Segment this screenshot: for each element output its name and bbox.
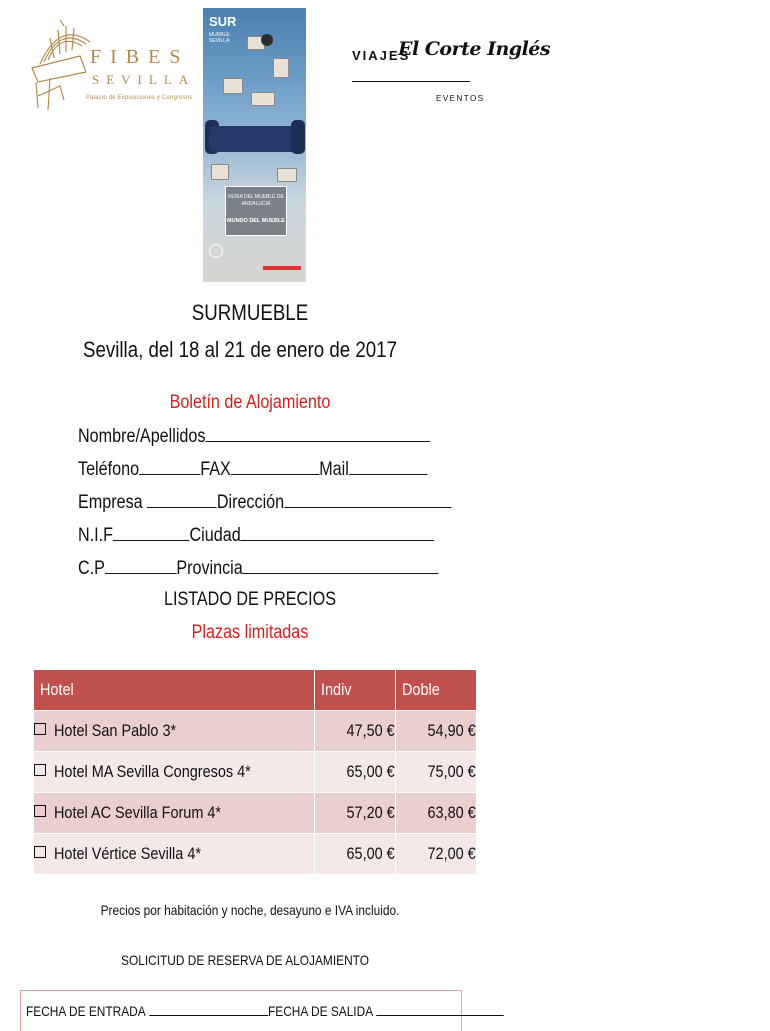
table-header-row [34,670,476,710]
event-dates: Sevilla, del 18 al 21 de enero de 2017 [83,337,397,362]
event-poster [203,8,306,282]
eventos-label: EVENTOS [436,94,485,103]
price-doble: 75,00 € [427,761,476,781]
fecha-salida-field[interactable] [376,1003,504,1016]
fibes-city: SEVILLA [92,72,196,87]
fecha-salida-label: FECHA DE SALIDA [267,1003,374,1019]
nombre-field[interactable] [205,425,429,442]
poster-box-title: MUNDO DEL MUEBLE [227,218,285,224]
poster-lamp-icon [261,34,273,46]
fibes-subtitle: Palacio de Exposiciones y Congresos [86,94,193,101]
price-doble: 72,00 € [427,843,476,863]
direccion-label: Dirección [216,492,285,513]
poster-sofa [209,126,299,152]
table-row [34,792,476,833]
hotel-checkbox[interactable] [34,846,46,858]
telefono-label: Teléfono [78,459,140,480]
price-indiv: 65,00 € [346,843,396,863]
poster-badge-icon [209,244,223,258]
price-list-heading: LISTADO DE PRECIOS [163,589,336,610]
mail-label: Mail [319,459,349,480]
hotel-checkbox[interactable] [34,723,46,735]
form-row-cp [78,557,438,580]
table-row [34,833,476,874]
nombre-label: Nombre/Apellidos [78,426,206,447]
cp-field[interactable] [105,557,176,574]
poster-sofa-arm [291,120,305,154]
form-row-nombre [78,425,430,448]
provincia-label: Provincia [176,558,243,579]
price-note: Precios por habitación y noche, desayuno e IVA incluido. [100,902,400,918]
poster-frame-item [273,58,289,78]
nif-field[interactable] [113,524,190,541]
column-header-hotel: Hotel [34,670,315,710]
reservation-dates-row [26,1003,504,1019]
el-corte-ingles-logo: El Corte Inglés [398,38,551,60]
price-doble: 63,80 € [427,802,476,822]
form-heading: Boletín de Alojamiento [169,392,331,413]
poster-frame-item [211,164,229,180]
limited-places-note: Plazas limitadas [191,622,309,643]
price-indiv: 65,00 € [346,761,396,781]
poster-logo: SUR [209,14,237,29]
price-doble: 54,90 € [427,720,476,740]
poster-frame-item [251,92,275,106]
nif-label: N.I.F [78,525,113,546]
ciudad-label: Ciudad [189,525,241,546]
table-row [34,710,476,751]
price-indiv: 57,20 € [346,802,396,822]
column-header-indiv: Indiv [315,670,396,710]
hotel-name: Hotel Vértice Sevilla 4* [54,843,201,863]
hotel-name: Hotel San Pablo 3* [54,720,177,740]
fax-field[interactable] [231,458,319,475]
column-header-doble: Doble [402,679,440,699]
cp-label: C.P [78,558,105,579]
form-row-contacto [78,458,427,481]
event-title: SURMUEBLE [191,300,309,325]
poster-logo-sub: MUEBLE SEVILLA [209,32,230,44]
poster-box-text: FERIA DEL MUEBLE DE ANDALUCIA [228,194,284,207]
form-row-nif [78,524,434,547]
fecha-entrada-field[interactable] [149,1003,268,1016]
price-indiv: 47,50 € [346,720,396,740]
table-row [34,751,476,792]
fibes-wordmark: FIBES [90,46,190,68]
price-table [34,670,476,874]
provincia-field[interactable] [243,557,439,574]
fecha-entrada-label: FECHA DE ENTRADA [26,1003,146,1019]
fax-label: FAX [200,459,231,480]
viajes-divider [352,81,470,82]
hotel-checkbox[interactable] [34,764,46,776]
empresa-field[interactable] [147,491,217,508]
ciudad-field[interactable] [241,524,435,541]
poster-frame-item [223,78,243,94]
hotel-checkbox[interactable] [34,805,46,817]
mail-field[interactable] [349,458,427,475]
empresa-label: Empresa [78,492,143,513]
telefono-field[interactable] [139,458,200,475]
poster-frame-item [277,168,297,182]
viajes-label: VIAJES [352,48,411,63]
hotel-name: Hotel MA Sevilla Congresos 4* [54,761,251,781]
form-row-empresa [78,491,451,514]
poster-footer-bar [263,266,301,270]
hotel-name: Hotel AC Sevilla Forum 4* [54,802,222,822]
reservation-heading: SOLICITUD DE RESERVA DE ALOJAMIENTO [121,952,369,968]
direccion-field[interactable] [284,491,451,508]
